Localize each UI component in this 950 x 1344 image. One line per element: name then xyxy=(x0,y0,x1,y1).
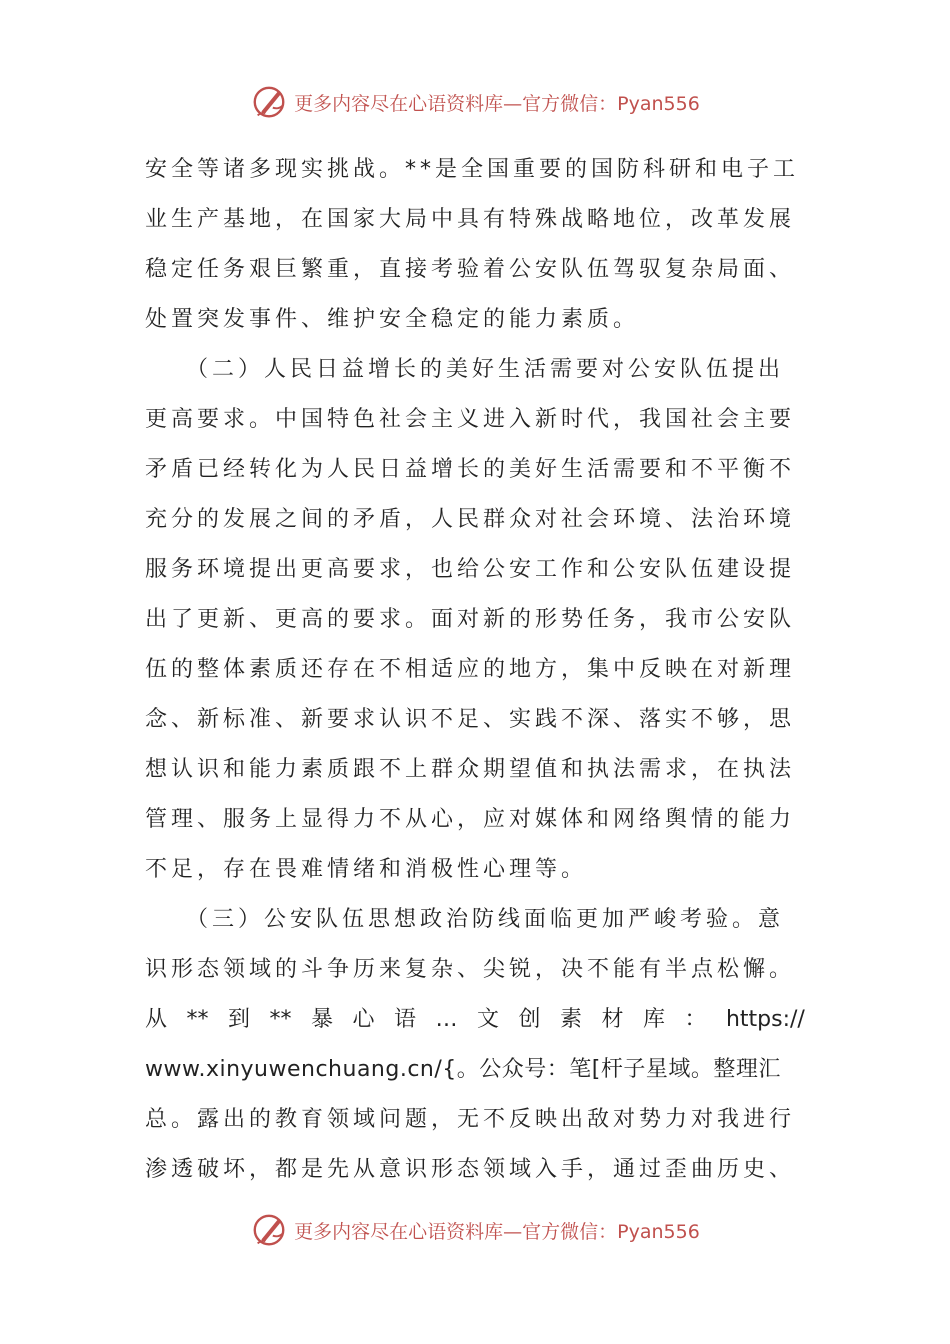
text-line: 总。露出的教育领域问题，无不反映出敌对势力对我进行 xyxy=(145,1107,796,1132)
justified-token: ： xyxy=(684,1007,707,1032)
text-line: 识形态领域的斗争历来复杂、尖锐，决不能有半点松懈。 xyxy=(145,957,796,982)
url-link-text: https:// xyxy=(725,1007,805,1032)
watermark-text xyxy=(294,89,700,116)
header-watermark xyxy=(0,82,950,122)
watermark-contact: Pyan556 xyxy=(617,92,700,115)
text-line: 想认识和能力素质跟不上群众期望值和执法需求，在执法 xyxy=(145,757,796,782)
justified-token: 到 xyxy=(227,1007,250,1032)
text-line: 充分的发展之间的矛盾，人民群众对社会环境、法治环境 xyxy=(145,507,796,532)
text-line: 矛盾已经转化为人民日益增长的美好生活需要和不平衡不 xyxy=(145,457,796,482)
justified-token: 语 xyxy=(393,1007,416,1032)
justified-token: ** xyxy=(269,1007,292,1032)
text-line: www.xinyuwenchuang.cn/{。公众号：笔[杆子星域。整理汇 xyxy=(145,1057,781,1082)
text-line: 更高要求。中国特色社会主义进入新时代，我国社会主要 xyxy=(145,407,796,432)
watermark-contact: Pyan556 xyxy=(617,1220,700,1243)
justified-token: 素 xyxy=(559,1007,582,1032)
justified-text-line xyxy=(145,995,805,1045)
justified-token: 文 xyxy=(476,1007,499,1032)
paragraph-start-line: （二）人民日益增长的美好生活需要对公安队伍提出 xyxy=(145,357,785,382)
text-line: 出了更新、更高的要求。面对新的形势任务，我市公安队 xyxy=(145,607,796,632)
text-line: 处置突发事件、维护安全稳定的能力素质。 xyxy=(145,307,640,332)
justified-token: ** xyxy=(186,1007,209,1032)
justified-token: 暴 xyxy=(310,1007,333,1032)
watermark-text xyxy=(294,1217,700,1244)
text-line: 念、新标准、新要求认识不足、实践不深、落实不够，思 xyxy=(145,707,796,732)
justified-token: 心 xyxy=(352,1007,375,1032)
justified-token: … xyxy=(435,1007,458,1032)
quill-pen-logo-icon xyxy=(250,1211,288,1249)
paragraph-start-line: （三）公安队伍思想政治防线面临更加严峻考验。意 xyxy=(145,907,785,932)
quill-pen-logo-icon xyxy=(250,83,288,121)
text-line: 不足，存在畏难情绪和消极性心理等。 xyxy=(145,857,588,882)
justified-token: 材 xyxy=(601,1007,624,1032)
text-line: 稳定任务艰巨繁重，直接考验着公安队伍驾驭复杂局面、 xyxy=(145,257,796,282)
document-body xyxy=(145,145,805,1195)
justified-token: 创 xyxy=(518,1007,541,1032)
footer-watermark xyxy=(0,1210,950,1250)
text-line: 服务环境提出更高要求，也给公安工作和公安队伍建设提 xyxy=(145,557,796,582)
watermark-label: 更多内容尽在心语资料库—官方微信： xyxy=(294,92,618,115)
text-line: 业生产基地，在国家大局中具有特殊战略地位，改革发展 xyxy=(145,207,796,232)
justified-token: 库 xyxy=(642,1007,665,1032)
watermark-label: 更多内容尽在心语资料库—官方微信： xyxy=(294,1220,618,1243)
justified-token: 从 xyxy=(145,1007,168,1032)
text-line: 管理、服务上显得力不从心，应对媒体和网络舆情的能力 xyxy=(145,807,796,832)
text-line: 安全等诸多现实挑战。**是全国重要的国防科研和电子工 xyxy=(145,157,800,182)
text-line: 渗透破坏，都是先从意识形态领域入手，通过歪曲历史、 xyxy=(145,1157,796,1182)
text-line: 伍的整体素质还存在不相适应的地方，集中反映在对新理 xyxy=(145,657,796,682)
